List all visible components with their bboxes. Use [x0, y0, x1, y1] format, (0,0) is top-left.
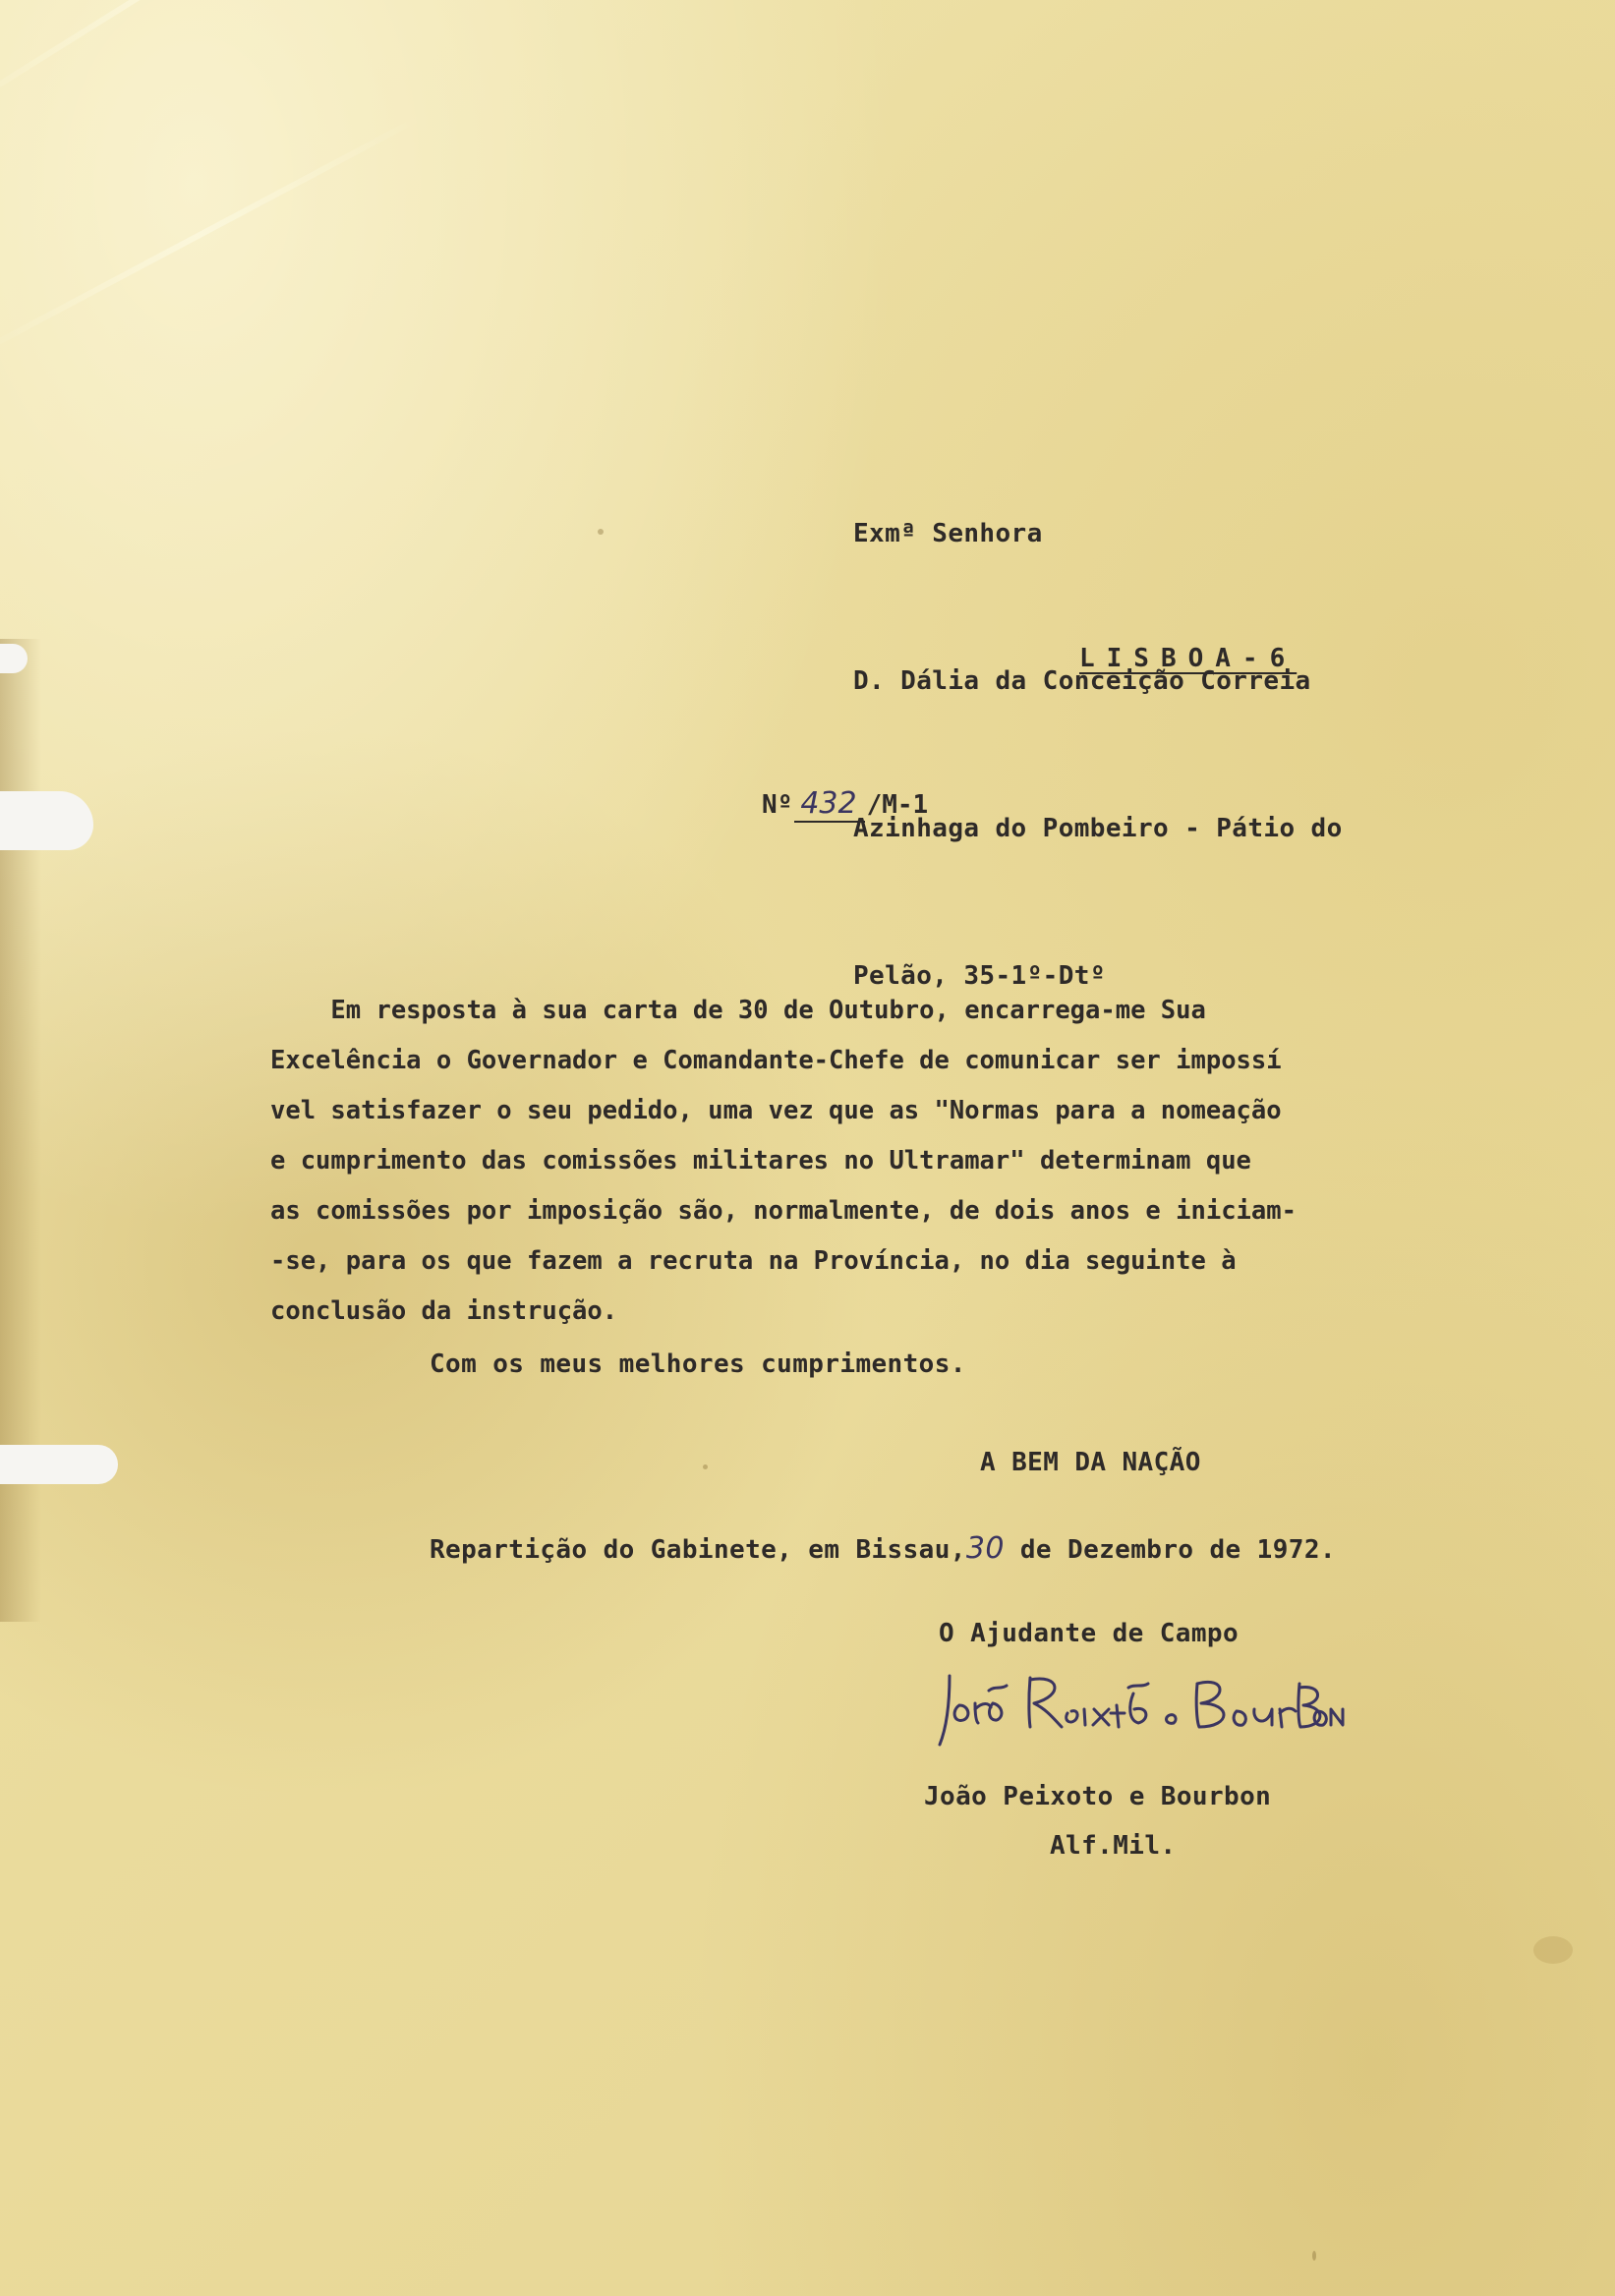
addressee-line: D. Dália da Conceição Correia — [853, 666, 1311, 696]
handwritten-signature — [932, 1666, 1345, 1759]
place-date-text: Repartição do Gabinete, em Bissau, — [430, 1535, 966, 1565]
reference-handwritten-number: 432 — [794, 786, 864, 823]
signer-rank: Alf.Mil. — [1050, 1831, 1177, 1861]
paper-stain — [1533, 1936, 1573, 1964]
closing-line: Com os meus melhores cumprimentos. — [430, 1349, 966, 1379]
handwritten-day: 30 — [965, 1531, 1005, 1566]
salutation: A BEM DA NAÇÃO — [980, 1448, 1201, 1477]
paper-speck — [703, 1464, 708, 1469]
body-line: vel satisfazer o seu pedido, uma vez que as "Normas para a nomeação — [270, 1096, 1282, 1125]
edge-tear — [0, 791, 93, 850]
place-and-date — [430, 1531, 1336, 1566]
edge-tear — [0, 1445, 118, 1484]
signatory-title: O Ajudante de Campo — [939, 1619, 1240, 1648]
paper-speck — [1312, 2251, 1316, 2261]
body-line: conclusão da instrução. — [270, 1296, 618, 1326]
place-date-text: de Dezembro de 1972. — [1004, 1535, 1336, 1565]
body-line: Em resposta à sua carta de 30 de Outubro, encarrega-me Sua — [270, 996, 1206, 1025]
body-line: as comissões por imposição são, normalmente, de dois anos e iniciam- — [270, 1196, 1297, 1226]
letter-body — [270, 986, 1489, 1337]
addressee-city: LISBOA-6 — [1079, 644, 1298, 673]
paper-speck — [598, 529, 604, 535]
body-line: Excelência o Governador e Comandante-Chefe de comunicar ser impossí — [270, 1046, 1282, 1075]
addressee-line: Azinhaga do Pombeiro - Pátio do — [853, 814, 1343, 843]
paper-crease — [0, 114, 424, 359]
addressee-line: Pelão, 35-1º-Dtº — [853, 961, 1106, 991]
reference-suffix: /M-1 — [866, 790, 929, 820]
addressee-line: Exmª Senhora — [853, 519, 1043, 548]
signer-name: João Peixoto e Bourbon — [924, 1782, 1272, 1811]
body-line: -se, para os que fazem a recruta na Província, no dia seguinte à — [270, 1246, 1237, 1276]
paper-crease — [0, 0, 693, 124]
reference-number — [762, 786, 928, 823]
body-line: e cumprimento das comissões militares no Ultramar" determinam que — [270, 1146, 1251, 1176]
reference-prefix: Nº — [762, 790, 793, 820]
